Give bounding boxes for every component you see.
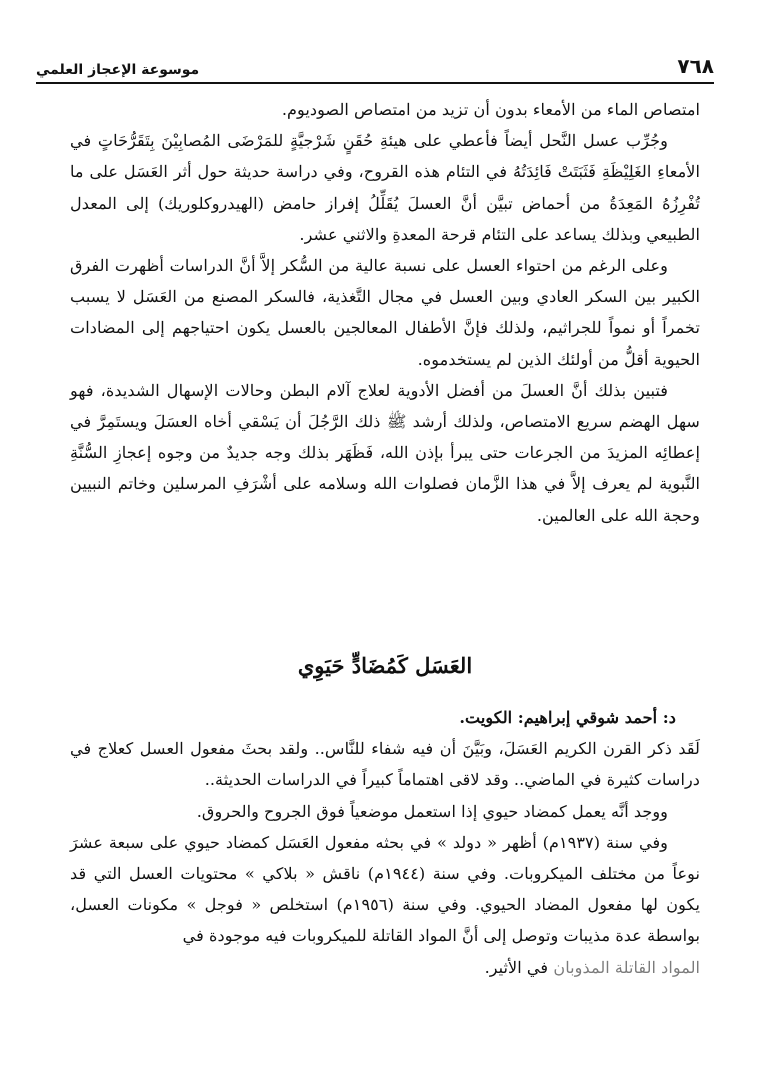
faded-text: المواد القاتلة المذوبان [553, 957, 700, 977]
paragraph-conclusion: فتبين بذلك أنَّ العسلَ من أفضل الأدوية لعلاج آلام البطن وحالات الإسهال الشديدة، فهو سهل الهضم سريع الامتصاص، ولذلك أرشد ﷺ ذلك الرَّجُلَ أن يَسْقي أخاه العسَلَ ويستَمِرَّ في إعطائِه المزيدَ من الجرعات حتى يبرأ بإذن الله، فَظَهَر بذلك وجه جديدٌ من وجوه إعجازِ السُّنَّةِ النَّبوية لم يعرف إلاَّ في هذا الزَّمان فصلوات الله وسلامه على أشْرَفِ المرسلين وخاتم النبيين وحجة الله على العالمين. [70, 380, 700, 525]
paragraph-quran-mention: لَقَد ذكر القرن الكريم العَسَلَ، وبَيَّنَ أن فيه شفاء للنَّاس.. ولقد بحثَ مفعول العسل كعلاج في دراسات كثيرة في الماضي.. وقد لاقى اهتماماً كبيراً في الدراسات الحديثة.. [70, 739, 700, 790]
section-text-block [70, 702, 700, 983]
section-heading: العَسَل كَمُضَادٍّ حَيَوِي [297, 653, 473, 678]
page-number: ٧٦٨ [677, 54, 714, 78]
main-text-block [70, 94, 700, 531]
last-line-end: في الأثير. [484, 957, 549, 977]
page-header [36, 50, 714, 84]
running-title: موسوعة الإعجاز العلمي [36, 62, 200, 78]
paragraph-last-line [70, 952, 700, 983]
paragraph-research-history: وفي سنة (١٩٣٧م) أظهر « دولد » في بحثه مفعول العَسَل كمضاد حيوي على سبعة عشرَ نوعاً من مختلف الميكروبات. وفي سنة (١٩٤٤م) ناقش « بلاكي » محتويات العسل التي قد يكون لها مفعول المضاد الحيوي. وفي سنة (١٩٥٦م) استخلص « فوجل » مكونات العسل، بواسطة عدة مذيبات وتوصل إلى أنَّ المواد القاتلة للميكروبات فيه موجودة في [70, 832, 700, 946]
section-author: د: أحمد شوقي إبراهيم: الكويت. [459, 708, 676, 727]
paragraph-wound-use: ووجد أنَّه يعمل كمضاد حيوي إذا استعمل موضعياً فوق الجروح والحروق. [196, 801, 668, 821]
paragraph-continuation: امتصاص الماء من الأمعاء بدون أن تزيد من امتصاص الصوديوم. [281, 100, 700, 119]
paragraph-sugar-comparison: وعلى الرغم من احتواء العسل على نسبة عالية من السُّكر إلاَّ أنَّ الدراسات أظهرت الفرق الكبير بين السكر العادي وبين العسل في مجال التَّغذية، فالسكر المصنع من العَسَل لا يسبب تخمراً أو نمواً للجراثيم، ولذلك فإنَّ الأطفال المعالجين بالعسل يكون احتياجهم إلى المضادات الحيوية أقلُّ من أولئك الذين لم يستخدموه. [70, 256, 700, 369]
paragraph-honey-enema: وجُرِّب عسل النَّحل أيضاً فأعطي على هيئةِ حُقَنٍ شَرْجيَّةٍ للمَرْضَى المُصابِيْنَ بِتَقَرُّحَاتٍ في الأمعاءِ الغَلِيْظَةِ فَثَبَتَتْ فَائِدَتُهُ في التئام هذه القروح، وفي دراسة حديثة حول أثر العَسَل على ما تُفْرِزُهُ المَعِدَةُ من أحماض تبيَّن أنَّ العسلَ يُقَلِّلُ إفراز حامض (الهيدروكلوريك) إلى المعدل الطبيعي وبذلك يساعد على التئام قرحة المعدةِ والاثني عشر. [70, 131, 700, 244]
